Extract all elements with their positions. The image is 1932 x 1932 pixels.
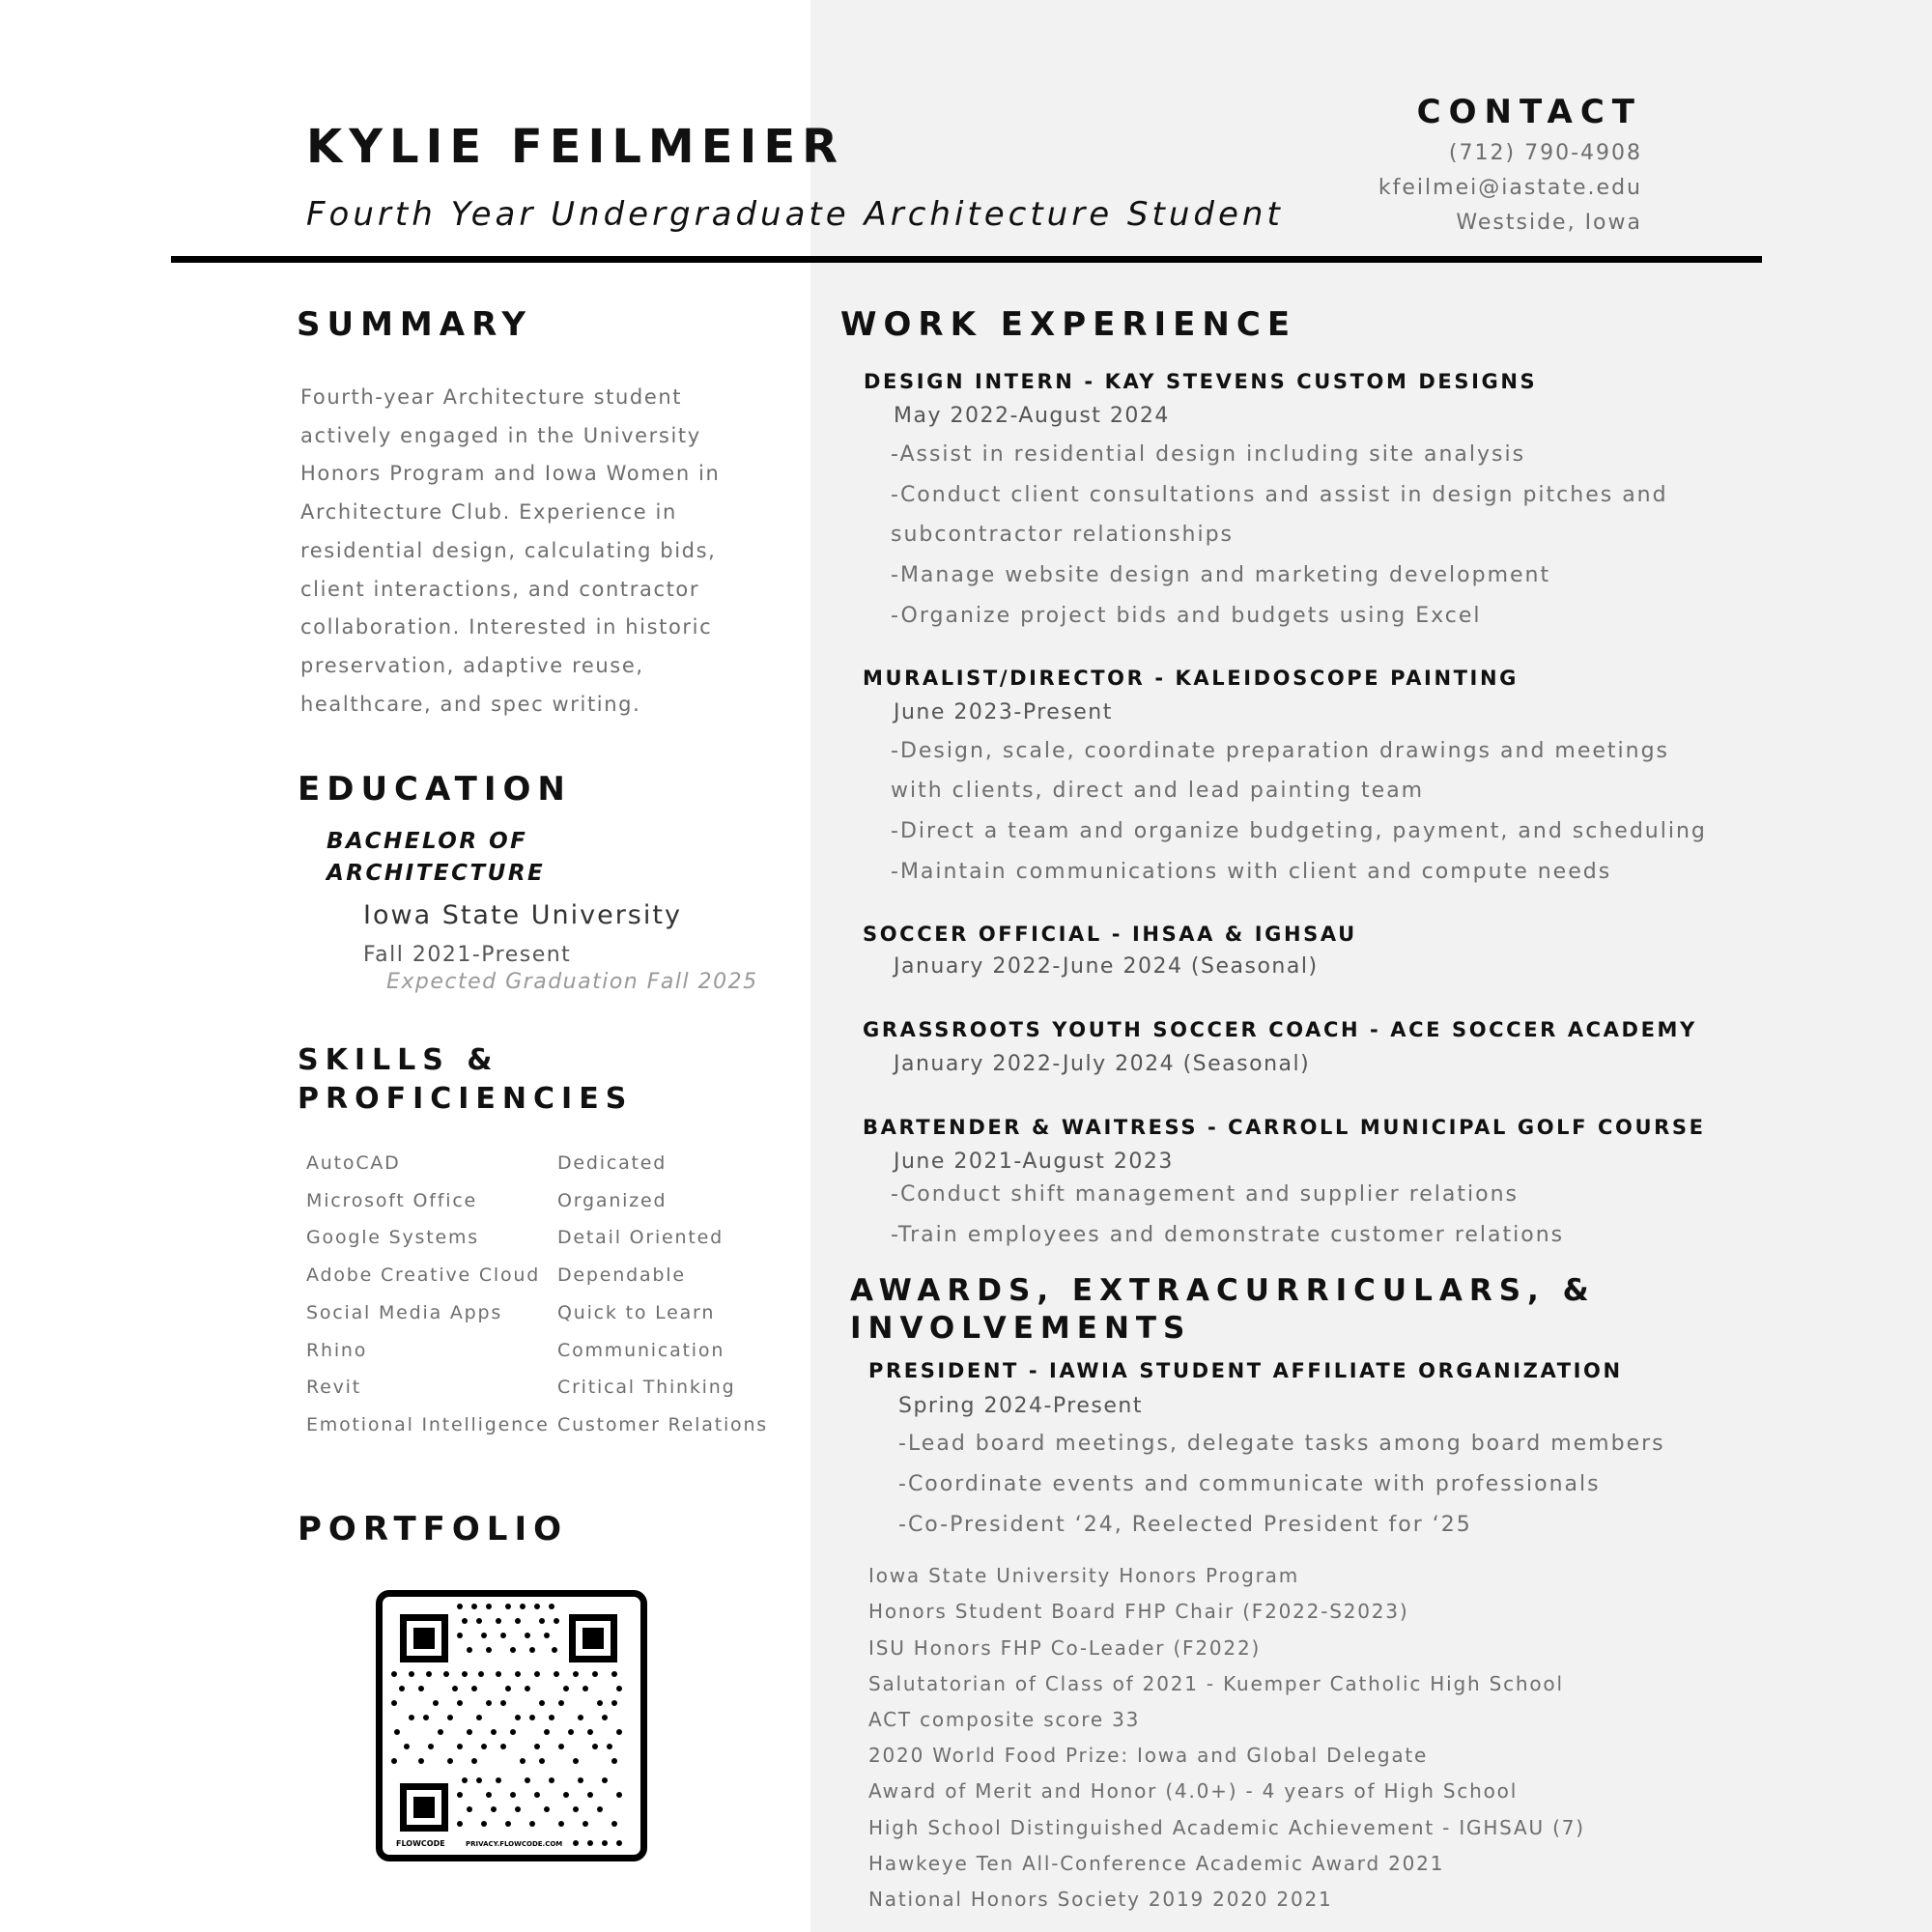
qr-privacy-label: PRIVACY.FLOWCODE.COM [466, 1840, 563, 1848]
degree-line: ARCHITECTURE [327, 861, 546, 886]
summary-line: Honors Program and Iowa Women in [300, 462, 721, 486]
job-title: MURALIST/DIRECTOR - KALEIDOSCOPE PAINTING [863, 667, 1519, 690]
award-item: Salutatorian of Class of 2021 - Kuemper Catholic High School [868, 1672, 1564, 1695]
qr-brand-label: FLOWCODE [396, 1839, 445, 1848]
role-bullet: -Coordinate events and communicate with professionals [898, 1472, 1601, 1496]
degree-line: BACHELOR OF [327, 829, 528, 854]
contact-phone[interactable]: (712) 790-4908 [1448, 141, 1642, 165]
award-item: National Honors Society 2019 2020 2021 [868, 1888, 1333, 1911]
award-item: 2020 World Food Prize: Iowa and Global Delegate [868, 1744, 1429, 1767]
resume-subtitle: Fourth Year Undergraduate Architecture Student [306, 195, 1284, 234]
job-dates: June 2023-Present [894, 700, 1113, 724]
skill-item: Adobe Creative Cloud [306, 1264, 541, 1286]
award-item: Hawkeye Ten All-Conference Academic Award 2021 [868, 1852, 1445, 1875]
skill-item: Revit [306, 1377, 362, 1398]
job-bullet: with clients, direct and lead painting team [891, 779, 1425, 803]
job-bullet: -Direct a team and organize budgeting, payment, and scheduling [891, 819, 1707, 843]
job-title: DESIGN INTERN - KAY STEVENS CUSTOM DESIGNS [864, 370, 1538, 393]
job-title: BARTENDER & WAITRESS - CARROLL MUNICIPAL GOLF COURSE [863, 1116, 1706, 1139]
job-bullet: -Manage website design and marketing development [891, 563, 1551, 587]
trait-item: Dedicated [557, 1152, 668, 1174]
award-item: ISU Honors FHP Co-Leader (F2022) [868, 1636, 1262, 1660]
trait-item: Communication [557, 1340, 725, 1361]
skills-heading-line: PROFICIENCIES [298, 1082, 634, 1116]
job-dates: January 2022-June 2024 (Seasonal) [894, 954, 1319, 979]
summary-line: Architecture Club. Experience in [300, 500, 677, 525]
summary-line: preservation, adaptive reuse, [300, 653, 644, 677]
skill-item: Rhino [306, 1340, 368, 1361]
qr-code-graphic [383, 1597, 640, 1855]
job-bullet: -Conduct shift management and supplier relations [891, 1182, 1519, 1207]
skill-item: AutoCAD [306, 1152, 401, 1174]
award-item: High School Distinguished Academic Achievement - IGHSAU (7) [868, 1816, 1585, 1839]
award-item: ACT composite score 33 [868, 1708, 1141, 1731]
awards-heading: AWARDS, EXTRACURRICULARS, & [850, 1273, 1596, 1308]
job-bullet: -Conduct client consultations and assist in design pitches and [891, 483, 1668, 507]
awards-heading-line2: INVOLVEMENTS [850, 1311, 1192, 1346]
award-item: Honors Student Board FHP Chair (F2022-S2023) [868, 1600, 1409, 1623]
job-bullet: -Design, scale, coordinate preparation drawings and meetings [891, 739, 1670, 763]
portfolio-qr-code[interactable] [376, 1590, 647, 1861]
summary-line: residential design, calculating bids, [300, 538, 717, 562]
skill-item: Google Systems [306, 1227, 479, 1248]
trait-item: Organized [557, 1190, 668, 1211]
skills-heading-line: SKILLS & [298, 1043, 499, 1077]
job-title: GRASSROOTS YOUTH SOCCER COACH - ACE SOCCER ACADEMY [863, 1018, 1697, 1041]
role-bullet: -Lead board meetings, delegate tasks among board members [898, 1432, 1665, 1456]
expected-graduation: Expected Graduation Fall 2025 [386, 970, 758, 994]
trait-item: Customer Relations [557, 1414, 768, 1435]
job-dates: May 2022-August 2024 [894, 404, 1170, 428]
education-dates: Fall 2021-Present [363, 943, 572, 967]
degree [327, 826, 616, 890]
summary-line: Fourth-year Architecture student [300, 385, 683, 409]
skill-item: Social Media Apps [306, 1302, 503, 1323]
job-bullet: -Organize project bids and budgets using Excel [891, 604, 1482, 628]
role-title: PRESIDENT - IAWIA STUDENT AFFILIATE ORGANIZATION [868, 1359, 1623, 1382]
trait-item: Detail Oriented [557, 1227, 724, 1248]
job-bullet: -Maintain communications with client and compute needs [891, 860, 1612, 884]
role-bullet: -Co-President ‘24, Reelected President for ‘25 [898, 1513, 1472, 1537]
skill-item: Emotional Intelligence [306, 1414, 550, 1435]
job-bullet: subcontractor relationships [891, 523, 1235, 547]
school-name: Iowa State University [363, 900, 682, 930]
contact-email[interactable]: kfeilmei@iastate.edu [1378, 176, 1642, 200]
job-dates: January 2022-July 2024 (Seasonal) [894, 1052, 1311, 1076]
summary-line: actively engaged in the University [300, 423, 701, 447]
summary-line: healthcare, and spec writing. [300, 692, 641, 716]
job-title: SOCCER OFFICIAL - IHSAA & IGHSAU [863, 923, 1357, 946]
summary-line: client interactions, and contractor [300, 577, 700, 601]
contact-location: Westside, Iowa [1456, 211, 1642, 235]
trait-item: Dependable [557, 1264, 686, 1286]
trait-item: Critical Thinking [557, 1377, 736, 1398]
trait-item: Quick to Learn [557, 1302, 716, 1323]
summary-line: collaboration. Interested in historic [300, 615, 713, 639]
summary-heading: SUMMARY [297, 305, 533, 344]
summary-text [300, 379, 745, 724]
skills-heading [298, 1041, 703, 1119]
contact-heading: CONTACT [1416, 93, 1642, 131]
job-bullet: -Train employees and demonstrate customer relations [891, 1223, 1565, 1247]
skill-item: Microsoft Office [306, 1190, 478, 1211]
work-experience-heading: WORK EXPERIENCE [840, 305, 1297, 344]
award-item: Iowa State University Honors Program [868, 1564, 1300, 1587]
header-divider [171, 256, 1762, 263]
award-item: Award of Merit and Honor (4.0+) - 4 years of High School [868, 1779, 1519, 1803]
resume-name: KYLIE FEILMEIER [306, 120, 845, 174]
role-dates: Spring 2024-Present [898, 1394, 1143, 1418]
job-dates: June 2021-August 2023 [894, 1150, 1174, 1174]
education-heading: EDUCATION [298, 770, 572, 809]
portfolio-heading: PORTFOLIO [298, 1510, 569, 1548]
job-bullet: -Assist in residential design including site analysis [891, 442, 1526, 467]
